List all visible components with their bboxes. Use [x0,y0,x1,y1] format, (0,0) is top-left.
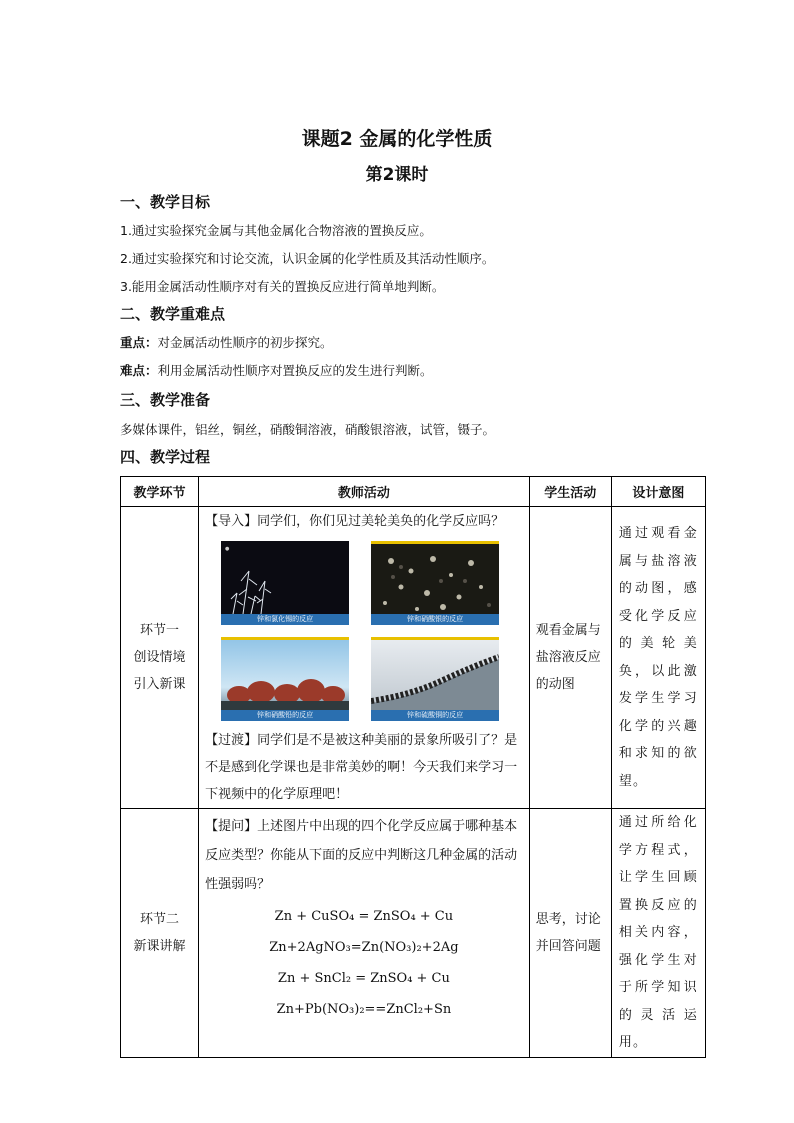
stage-label: 环节二 [140,911,180,927]
equation-list [205,899,523,1031]
question-text: 【提问】上述图片中出现的四个化学反应属于哪种基本反应类型？你能从下面的反应中判断这几种金属的活动性强弱吗？ [205,819,518,892]
stage-label: 新课讲解 [133,938,186,954]
design-intent-cell: 通过所给化学方程式，让学生回顾置换反应的相关内容，强化学生对于所学知识的灵活运用。 [611,809,705,1058]
svg-text:●: ● [225,546,230,552]
equation: Zn+2AgNO₃=Zn(NO₃)₂+2Ag [269,940,459,955]
equation: Zn+Pb(NO₃)₂==ZnCl₂+Sn [276,1002,452,1017]
goal-item: 2.通过实验探究和讨论交流，认识金属的化学性质及其活动性顺序。 [120,251,495,266]
difficult-text: 利用金属活动性顺序对置换反应的发生进行判断。 [157,363,433,378]
lesson-subtitle: 第2课时 [365,165,429,185]
difficult-point [120,361,433,379]
goals-heading: 一、教学目标 [120,193,211,211]
stage-label: 环节一 [140,623,180,638]
key-text: 对金属活动性顺序的初步探究。 [157,335,333,350]
reaction-image-grid [221,541,523,721]
tree-crystal-image [221,541,349,625]
table-row [121,809,706,1058]
equation: Zn + SnCl₂ = ZnSO₄ + Cu [277,971,450,986]
goal-item: 3.能用金属活动性顺序对有关的置换反应进行简单地判断。 [120,279,445,294]
header-cell: 教学环节 [121,477,199,507]
header-cell: 教师活动 [199,477,530,507]
header-cell: 学生活动 [529,477,611,507]
lesson-title: 课题2 金属的化学性质 [301,128,493,150]
stage-cell [121,507,199,809]
stage-label: 创设情境 [133,650,186,665]
stage-label: 引入新课 [133,677,186,692]
process-heading: 四、教学过程 [120,448,211,466]
image-caption: 锌和氯化锡的反应 [221,614,349,625]
header-cell: 设计意图 [611,477,705,507]
lead-tree-image [221,637,349,721]
difficult-label: 难点： [120,363,158,378]
student-activity-cell: 思考，讨论并回答问题 [529,809,611,1058]
teacher-activity-cell [199,809,530,1058]
silver-crystal-image [371,541,499,625]
prep-text: 多媒体课件，铝丝，铜丝，硝酸铜溶液，硝酸银溶液，试管，镊子。 [120,422,496,437]
image-caption: 锌和硝酸铅的反应 [221,710,349,721]
process-table [120,476,706,1058]
design-intent-cell: 通过观看金属与盐溶液的动图，感受化学反应的美轮美奂，以此激发学生学习化学的兴趣和求知的欲望。 [611,507,705,809]
goal-item: 1.通过实验探究金属与其他金属化合物溶液的置换反应。 [120,223,432,238]
key-point [120,333,333,351]
stage-cell [121,809,199,1058]
keypoints-heading: 二、教学重难点 [120,305,226,323]
copper-deposit-image [371,637,499,721]
table-header-row [121,477,706,507]
table-row [121,507,706,809]
teacher-activity-cell [199,507,530,809]
image-caption: 锌和硝酸银的反应 [371,614,499,625]
image-caption: 锌和硫酸铜的反应 [371,710,499,721]
student-activity-cell: 观看金属与盐溶液反应的动图 [529,507,611,809]
transition-text: 【过渡】同学们是不是被这种美丽的景象所吸引了？是不是感到化学课也是非常美妙的啊！今天我们来学习一下视频中的化学原理吧！ [205,733,518,802]
equation: Zn + CuSO₄ = ZnSO₄ + Cu [274,909,454,924]
prep-heading: 三、教学准备 [120,391,211,409]
key-label: 重点： [120,335,158,350]
intro-text: 【导入】同学们，你们见过美轮美奂的化学反应吗？ [205,514,505,529]
